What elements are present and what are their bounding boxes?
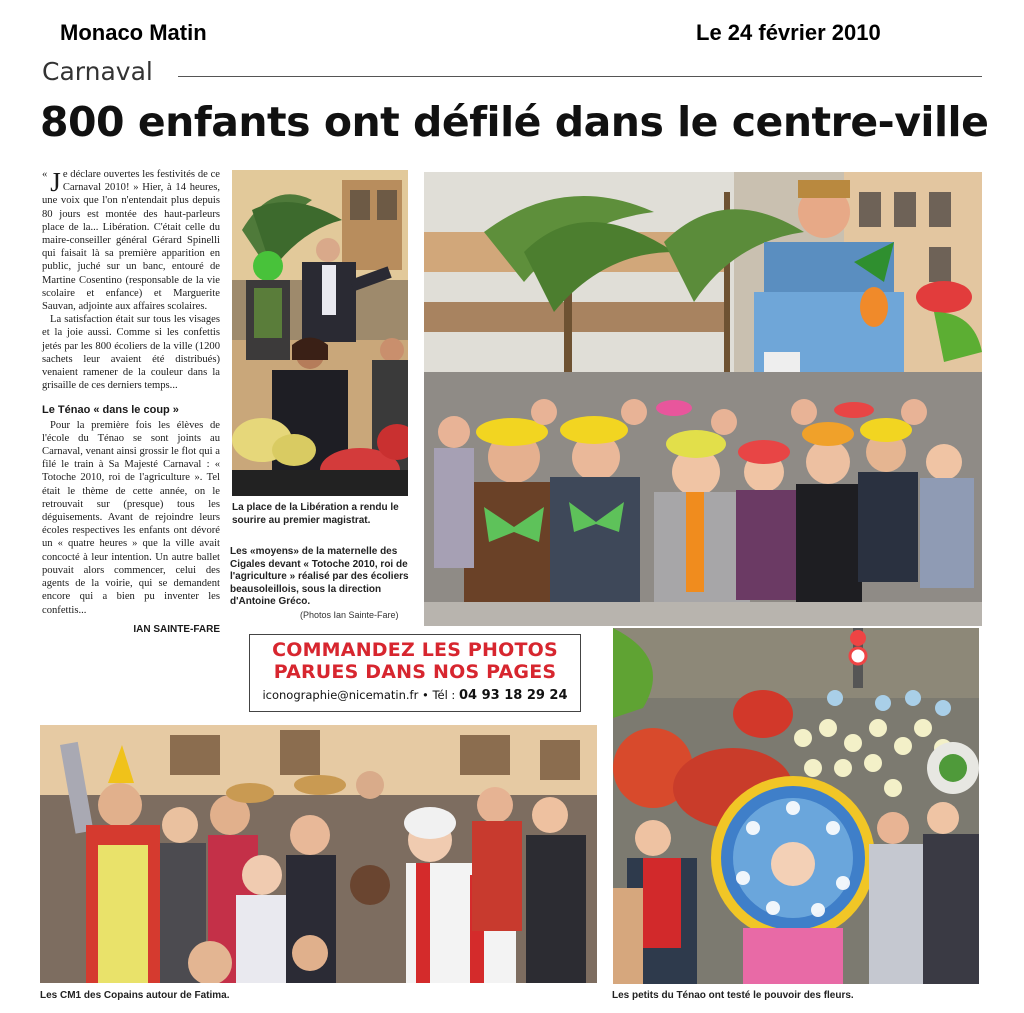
dropcap: J <box>50 167 61 197</box>
article-column <box>42 168 220 636</box>
promo-line-2: PARUES DANS NOS PAGES <box>273 661 557 683</box>
photo-liberation <box>232 170 408 496</box>
opening-quote: « <box>42 169 48 180</box>
photo-tenao-image <box>613 628 979 984</box>
lead-text: e déclare ouvertes les festivités de ce Carnaval 2010! » Hier, à 14 heures, une voix que l'on n'entendait plus depuis 80 jours est montée des haut-parleurs place de la... Libération. C'était celle du maire-conseiller général Gérard Spinelli qui faisait là sa première apparition en public, juché sur un banc, entouré de Martine Cosentino (responsable de la vie scolaire et enfance) et Marguerite Sauvan, adjointe aux affaires scolaires. <box>42 169 220 313</box>
photo-tenao <box>613 628 979 984</box>
subhead: Le Ténao « dans le coup » <box>42 404 179 417</box>
paragraph-3: Pour la première fois les élèves de l'école du Ténao se sont joints au Carnaval, venant ainsi grossir le flot qui a filé le train à Sa Majesté Carnaval : « Totoche 2010, roi de l'agriculture ». Tel était le thème de cette année, on le retrouvait sur (presque) tous les déguisements. Avant de rejoindre leurs écoles respectives les enfants ont dévoré un « quatre heures » que la ville avait concocté à leur intention. Un autre ballet pouvait alors commencer, celui des agents de la voirie, qui se demandent encore qui a bien pu inventer les confettis... <box>42 419 220 616</box>
caption-cigales: Les «moyens» de la maternelle des Cigales devant « Totoche 2010, roi de l'agriculture » réalisé par des écoliers beausoleillois, sous la direction d'Antoine Gréco. <box>230 546 409 607</box>
paragraph-2: La satisfaction était sur tous les visages et la joie aussi. Comme si les confettis jetés par les 800 écoliers de la ville (1200 sachets leur avaient été distribués) venaient ramener de la couleur dans la grisaille de ces derniers temps... <box>42 314 220 392</box>
promo-phone[interactable]: 04 93 18 29 24 <box>458 688 568 703</box>
photo-cigales <box>424 172 982 626</box>
promo-separator: • <box>421 688 429 702</box>
promo-phone-label: Tél : <box>432 688 456 702</box>
rubric-rule <box>178 76 982 77</box>
promo-line-1: COMMANDEZ LES PHOTOS <box>272 639 558 661</box>
section-rubric: Carnaval <box>42 57 153 86</box>
photo-credit: (Photos Ian Sainte-Fare) <box>300 610 399 620</box>
caption-copains: Les CM1 des Copains autour de Fatima. <box>40 990 230 1001</box>
photo-order-promo[interactable] <box>249 634 581 712</box>
promo-email[interactable]: iconographie@nicematin.fr <box>262 688 419 702</box>
photo-liberation-image <box>232 170 408 496</box>
author-signature: IAN SAINTE-FARE <box>133 623 220 635</box>
publication-date: Le 24 février 2010 <box>696 20 881 45</box>
lead-paragraph <box>42 168 220 313</box>
caption-liberation: La place de la Libération a rendu le sourire au premier magistrat. <box>232 502 399 526</box>
photo-copains-image <box>40 725 597 983</box>
caption-tenao: Les petits du Ténao ont testé le pouvoir des fleurs. <box>612 990 854 1001</box>
publication-name: Monaco Matin <box>60 20 207 45</box>
photo-cigales-image <box>424 172 982 626</box>
photo-copains <box>40 725 597 983</box>
promo-contact <box>250 688 580 703</box>
headline: 800 enfants ont défilé dans le centre-ville <box>40 98 989 146</box>
